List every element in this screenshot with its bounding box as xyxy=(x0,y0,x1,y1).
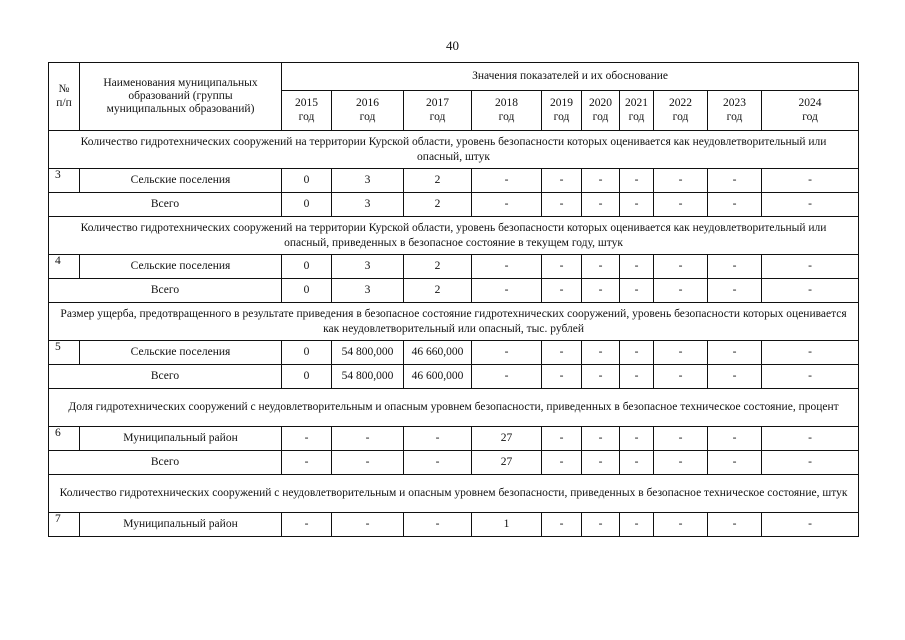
value-cell: - xyxy=(472,341,542,365)
value-cell: - xyxy=(472,279,542,303)
value-cell: 3 xyxy=(332,169,404,193)
value-cell: - xyxy=(620,365,654,389)
value-cell: - xyxy=(404,427,472,451)
value-cell: - xyxy=(582,193,620,217)
value-cell: - xyxy=(542,193,582,217)
value-cell: - xyxy=(542,341,582,365)
value-cell: 3 xyxy=(332,279,404,303)
row-name: Муниципальный район xyxy=(80,513,282,537)
value-cell: - xyxy=(472,193,542,217)
value-cell: - xyxy=(654,427,708,451)
value-cell: - xyxy=(762,427,859,451)
value-cell: - xyxy=(542,451,582,475)
year-header: 2020 год xyxy=(582,91,620,131)
value-cell: - xyxy=(582,169,620,193)
year-header: 2022 год xyxy=(654,91,708,131)
value-cell: 2 xyxy=(404,193,472,217)
table-row xyxy=(49,169,859,193)
value-cell: - xyxy=(472,169,542,193)
value-cell: 54 800,000 xyxy=(332,341,404,365)
row-number: 6 xyxy=(49,427,80,451)
values-header: Значения показателей и их обоснование xyxy=(282,63,859,91)
table-row xyxy=(49,193,859,217)
page-number: 40 xyxy=(446,38,459,53)
name-column-header: Наименования муниципальных образований (группы муниципальных образований) xyxy=(80,63,282,131)
section-title-row xyxy=(49,389,859,427)
section-title-row xyxy=(49,131,859,169)
value-cell: - xyxy=(472,365,542,389)
year-header: 2021 год xyxy=(620,91,654,131)
value-cell: - xyxy=(708,279,762,303)
value-cell: - xyxy=(762,193,859,217)
row-name: Сельские поселения xyxy=(80,341,282,365)
section-title: Доля гидротехнических сооружений с неудовлетворительным и опасным уровнем безопасности, приведенных в безопасное техническое состояние, процент xyxy=(49,389,859,427)
value-cell: 0 xyxy=(282,279,332,303)
value-cell: 46 600,000 xyxy=(404,365,472,389)
section-title: Количество гидротехнических сооружений на территории Курской области, уровень безопасности которых оценивается как неудовлетворительный или опасный, штук xyxy=(49,131,859,169)
value-cell: - xyxy=(620,427,654,451)
row-name-total: Всего xyxy=(49,279,282,303)
value-cell: - xyxy=(282,513,332,537)
value-cell: - xyxy=(708,451,762,475)
value-cell: - xyxy=(620,513,654,537)
value-cell: - xyxy=(654,169,708,193)
value-cell: - xyxy=(282,427,332,451)
value-cell: - xyxy=(542,427,582,451)
value-cell: - xyxy=(582,427,620,451)
value-cell: - xyxy=(582,513,620,537)
value-cell: - xyxy=(708,365,762,389)
year-header: 2016 год xyxy=(332,91,404,131)
section-title-row xyxy=(49,475,859,513)
value-cell: 0 xyxy=(282,169,332,193)
indicator-table xyxy=(48,62,859,537)
value-cell: - xyxy=(762,279,859,303)
table-row xyxy=(49,255,859,279)
value-cell: - xyxy=(762,255,859,279)
section-title-row xyxy=(49,303,859,341)
value-cell: - xyxy=(582,341,620,365)
value-cell: - xyxy=(654,193,708,217)
value-cell: - xyxy=(708,193,762,217)
section-title: Количество гидротехнических сооружений на территории Курской области, уровень безопасности которых оценивается как неудовлетворительный или опасный, приведенных в безопасное состояние в текущем году, штук xyxy=(49,217,859,255)
value-cell: - xyxy=(582,365,620,389)
value-cell: - xyxy=(620,193,654,217)
row-name: Сельские поселения xyxy=(80,255,282,279)
value-cell: - xyxy=(654,341,708,365)
value-cell: - xyxy=(654,279,708,303)
year-header: 2024 год xyxy=(762,91,859,131)
value-cell: 1 xyxy=(472,513,542,537)
row-name-total: Всего xyxy=(49,451,282,475)
value-cell: - xyxy=(654,513,708,537)
value-cell: 27 xyxy=(472,427,542,451)
value-cell: - xyxy=(762,341,859,365)
row-number: 7 xyxy=(49,513,80,537)
value-cell: 0 xyxy=(282,365,332,389)
value-cell: - xyxy=(542,255,582,279)
value-cell: 0 xyxy=(282,193,332,217)
value-cell: - xyxy=(654,255,708,279)
value-cell: - xyxy=(542,279,582,303)
value-cell: - xyxy=(620,451,654,475)
value-cell: 2 xyxy=(404,279,472,303)
value-cell: - xyxy=(332,427,404,451)
value-cell: - xyxy=(708,341,762,365)
table-row xyxy=(49,427,859,451)
value-cell: - xyxy=(282,451,332,475)
value-cell: 3 xyxy=(332,255,404,279)
section-title: Размер ущерба, предотвращенного в результате приведения в безопасное состояние гидротехнических сооружений, уровень безопасности которых оценивается как неудовлетворительный или опасный, тыс. рублей xyxy=(49,303,859,341)
value-cell: 0 xyxy=(282,255,332,279)
value-cell: - xyxy=(332,513,404,537)
value-cell: - xyxy=(542,513,582,537)
year-header: 2015 год xyxy=(282,91,332,131)
value-cell: - xyxy=(404,513,472,537)
value-cell: - xyxy=(404,451,472,475)
row-name-total: Всего xyxy=(49,365,282,389)
value-cell: - xyxy=(582,451,620,475)
value-cell: 27 xyxy=(472,451,542,475)
value-cell: - xyxy=(708,513,762,537)
table-row xyxy=(49,341,859,365)
row-name-total: Всего xyxy=(49,193,282,217)
table-row xyxy=(49,365,859,389)
value-cell: - xyxy=(542,169,582,193)
value-cell: 46 660,000 xyxy=(404,341,472,365)
row-name: Муниципальный район xyxy=(80,427,282,451)
row-number: 4 xyxy=(49,255,80,279)
row-name: Сельские поселения xyxy=(80,169,282,193)
year-header: 2023 год xyxy=(708,91,762,131)
value-cell: 2 xyxy=(404,169,472,193)
year-header: 2017 год xyxy=(404,91,472,131)
value-cell: - xyxy=(620,341,654,365)
row-number: 3 xyxy=(49,169,80,193)
value-cell: - xyxy=(542,365,582,389)
value-cell: 3 xyxy=(332,193,404,217)
value-cell: - xyxy=(762,365,859,389)
value-cell: - xyxy=(620,279,654,303)
value-cell: - xyxy=(762,513,859,537)
value-cell: 2 xyxy=(404,255,472,279)
value-cell: 54 800,000 xyxy=(332,365,404,389)
value-cell: - xyxy=(654,451,708,475)
year-header: 2018 год xyxy=(472,91,542,131)
value-cell: - xyxy=(708,169,762,193)
value-cell: - xyxy=(762,451,859,475)
value-cell: - xyxy=(708,427,762,451)
year-header: 2019 год xyxy=(542,91,582,131)
value-cell: - xyxy=(332,451,404,475)
section-title: Количество гидротехнических сооружений с неудовлетворительным и опасным уровнем безопасности, приведенных в безопасное техническое состояние, штук xyxy=(49,475,859,513)
value-cell: - xyxy=(472,255,542,279)
value-cell: - xyxy=(620,255,654,279)
value-cell: - xyxy=(582,255,620,279)
table-row xyxy=(49,451,859,475)
section-title-row xyxy=(49,217,859,255)
value-cell: - xyxy=(654,365,708,389)
value-cell: - xyxy=(708,255,762,279)
value-cell: - xyxy=(762,169,859,193)
table-row xyxy=(49,513,859,537)
num-column-header: № п/п xyxy=(49,63,80,131)
row-number: 5 xyxy=(49,341,80,365)
value-cell: 0 xyxy=(282,341,332,365)
table-row xyxy=(49,279,859,303)
value-cell: - xyxy=(620,169,654,193)
value-cell: - xyxy=(582,279,620,303)
